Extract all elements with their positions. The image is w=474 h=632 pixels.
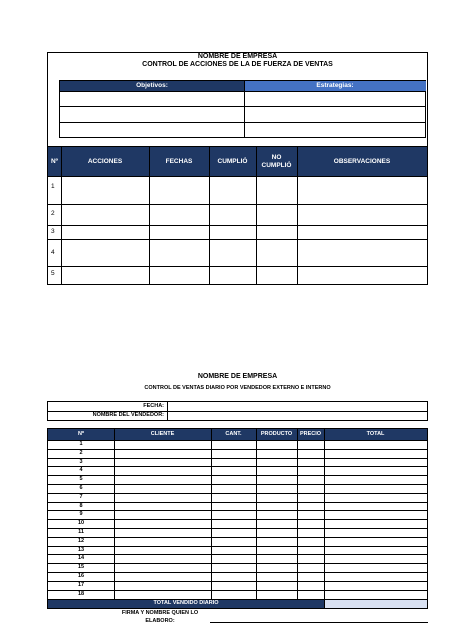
vendedor-label: NOMBRE DEL VENDEDOR: xyxy=(92,412,164,418)
header-no-cumplio: NO CUMPLIÓ xyxy=(261,154,292,169)
action-row-num-5: 5 xyxy=(51,270,55,277)
total-value-cell[interactable] xyxy=(324,599,427,608)
form1-company: NOMBRE DE EMPRESA xyxy=(197,53,278,60)
action-row-num-4: 4 xyxy=(51,249,55,256)
header-cumplio: CUMPLIÓ xyxy=(217,157,248,165)
sales-row-num: 8 xyxy=(79,502,83,509)
sales-row-num: 17 xyxy=(77,581,85,588)
sales-header-no: Nº xyxy=(78,431,84,438)
sales-header-total: TOTAL xyxy=(366,431,385,438)
vendedor-field[interactable] xyxy=(168,412,427,421)
sales-row-num: 2 xyxy=(79,449,83,456)
sales-row-num: 4 xyxy=(79,467,83,474)
sales-row-num: 11 xyxy=(78,529,84,535)
sales-row-num: 3 xyxy=(79,458,83,465)
objetivo-cell-2[interactable] xyxy=(60,107,244,122)
sales-row-num: 1 xyxy=(79,441,83,447)
sales-row-num: 9 xyxy=(79,511,83,518)
estrategia-cell-3[interactable] xyxy=(245,123,426,138)
sales-row-num: 5 xyxy=(79,476,83,483)
sales-row-num: 13 xyxy=(77,546,85,553)
estrategia-cell-2[interactable] xyxy=(245,107,426,122)
fecha-label: FECHA: xyxy=(143,403,164,409)
objetivo-cell-3[interactable] xyxy=(60,123,244,138)
sales-row-num: 10 xyxy=(77,520,85,527)
header-no: Nº xyxy=(50,157,59,165)
seller-info-block xyxy=(47,401,428,421)
action-row-num-2: 2 xyxy=(51,210,55,217)
total-label: TOTAL VENDIDO DIARIO xyxy=(153,600,219,607)
sales-row-num: 18 xyxy=(77,590,85,597)
estrategia-cell-1[interactable] xyxy=(245,92,426,106)
estrategias-header: Estrategias: xyxy=(244,81,426,91)
objetivos-header: Objetivos: xyxy=(60,81,244,91)
sales-table xyxy=(47,428,428,609)
header-fechas: FECHAS xyxy=(165,157,193,165)
objetivo-cell-1[interactable] xyxy=(60,92,244,106)
action-row-num-3: 3 xyxy=(51,228,55,235)
fecha-field[interactable] xyxy=(168,402,427,411)
sales-row-num: 14 xyxy=(77,555,85,562)
firma-label: FIRMA Y NOMBRE QUIEN LO ELABORO: xyxy=(121,610,199,624)
form1-title: CONTROL DE ACCIONES DE LA DE FUERZA DE VENTAS xyxy=(142,61,333,68)
objectives-block xyxy=(59,80,426,138)
sales-row-num: 6 xyxy=(79,485,83,491)
sales-row-num: 7 xyxy=(79,493,83,500)
sales-row-num: 16 xyxy=(77,573,85,579)
sales-header-precio: PRECIO xyxy=(299,431,322,438)
form2-title: CONTROL DE VENTAS DIARIO POR VENDEDOR EXTERNO E INTERNO xyxy=(144,385,331,391)
sales-header-cliente: CLIENTE xyxy=(150,431,175,438)
sales-row-num: 15 xyxy=(77,564,85,571)
firma-line[interactable] xyxy=(210,622,428,623)
header-acciones: ACCIONES xyxy=(87,157,123,165)
sales-header-cant: CANT. xyxy=(225,431,242,438)
form2-company: NOMBRE DE EMPRESA xyxy=(197,373,278,380)
actions-table xyxy=(47,146,428,285)
sales-header-producto: PRODUCTO xyxy=(260,431,293,438)
header-observaciones: OBSERVACIONES xyxy=(333,157,391,165)
action-row-num-1: 1 xyxy=(51,183,55,190)
sales-row-num: 12 xyxy=(77,537,85,544)
